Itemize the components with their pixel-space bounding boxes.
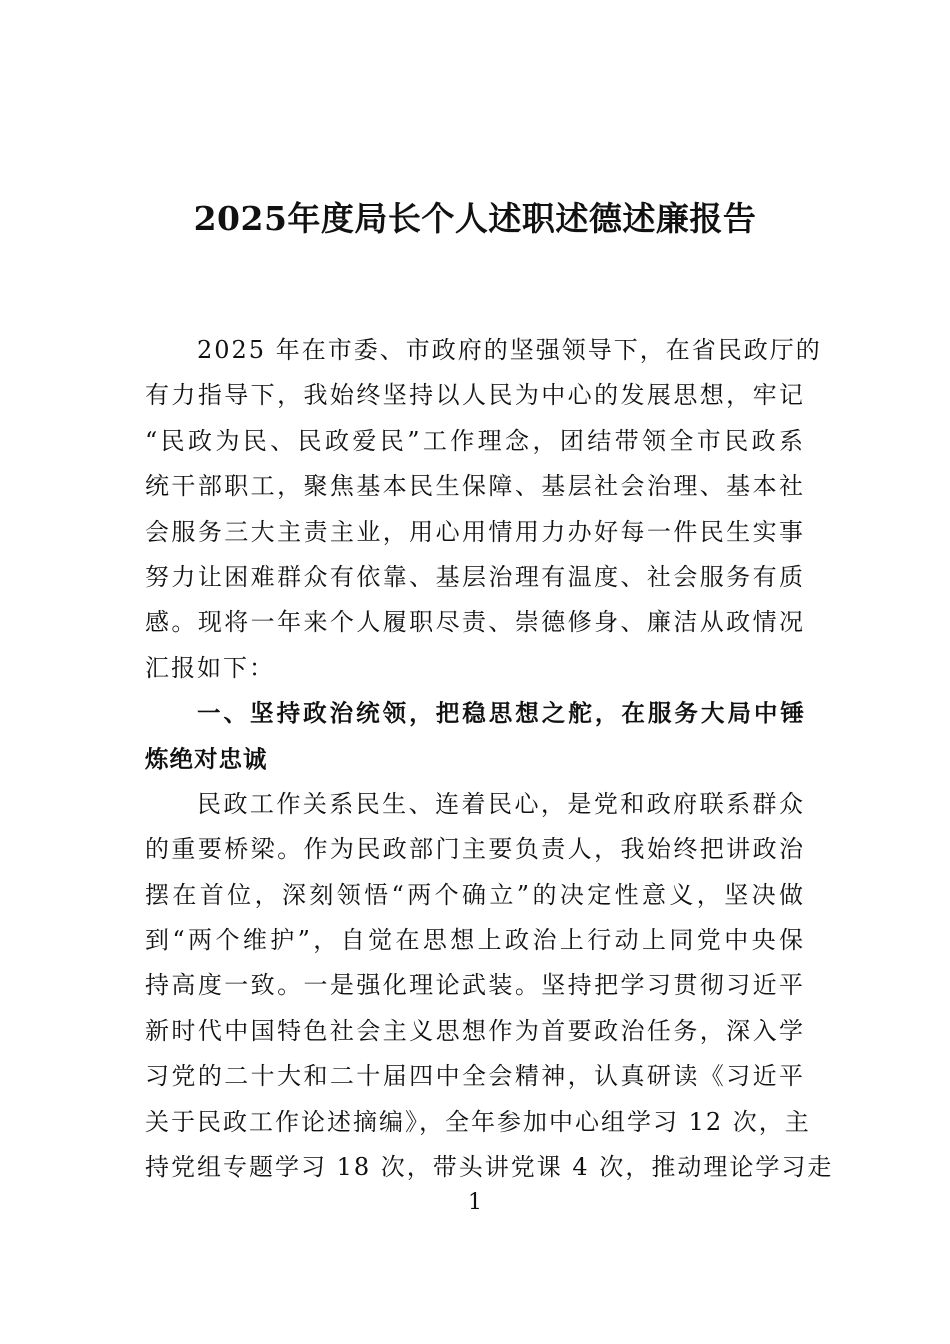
text-line: 感。现将一年来个人履职尽责、崇德修身、廉洁从政情况 <box>145 608 805 637</box>
text-line: 到“两个维护”，自觉在思想上政治上行动上同党中央保 <box>145 926 805 955</box>
intro-paragraph <box>145 328 834 1190</box>
text-line: 新时代中国特色社会主义思想作为首要政治任务，深入学 <box>145 1016 805 1045</box>
text-line: 有力指导下，我始终坚持以人民为中心的发展思想，牢记 <box>145 381 805 410</box>
text-line: 汇报如下： <box>145 653 275 682</box>
text-line: 民政工作关系民生、连着民心，是党和政府联系群众 <box>197 789 805 818</box>
text-line: “民政为民、民政爱民”工作理念，团结带领全市民政系 <box>145 426 805 455</box>
text-line: 统干部职工，聚焦基本民生保障、基层社会治理、基本社 <box>145 472 805 501</box>
text-line: 关于民政工作论述摘编》，全年参加中心组学习 12 次，主 <box>145 1107 811 1136</box>
page-number: 1 <box>468 1190 482 1215</box>
text-line: 持党组专题学习 18 次，带头讲党课 4 次，推动理论学习走 <box>145 1153 834 1182</box>
text-line: 会服务三大主责主业，用心用情用力办好每一件民生实事 <box>145 517 805 546</box>
text-line: 摆在首位，深刻领悟“两个确立”的决定性意义，坚决做 <box>145 880 805 909</box>
section-heading: 一、坚持政治统领，把稳思想之舵，在服务大局中锤 <box>197 699 805 728</box>
text-line: 2025 年在市委、市政府的坚强领导下，在省民政厅的 <box>197 336 822 364</box>
text-line: 的重要桥梁。作为民政部门主要负责人，我始终把讲政治 <box>145 835 805 864</box>
section-heading: 炼绝对忠诚 <box>145 744 268 773</box>
text-line: 努力让困难群众有依靠、基层治理有温度、社会服务有质 <box>145 562 805 591</box>
document-title: 2025年度局长个人述职述德述廉报告 <box>193 199 757 238</box>
text-line: 持高度一致。一是强化理论武装。坚持把学习贯彻习近平 <box>145 971 805 1000</box>
text-line: 习党的二十大和二十届四中全会精神，认真研读《习近平 <box>145 1062 805 1091</box>
